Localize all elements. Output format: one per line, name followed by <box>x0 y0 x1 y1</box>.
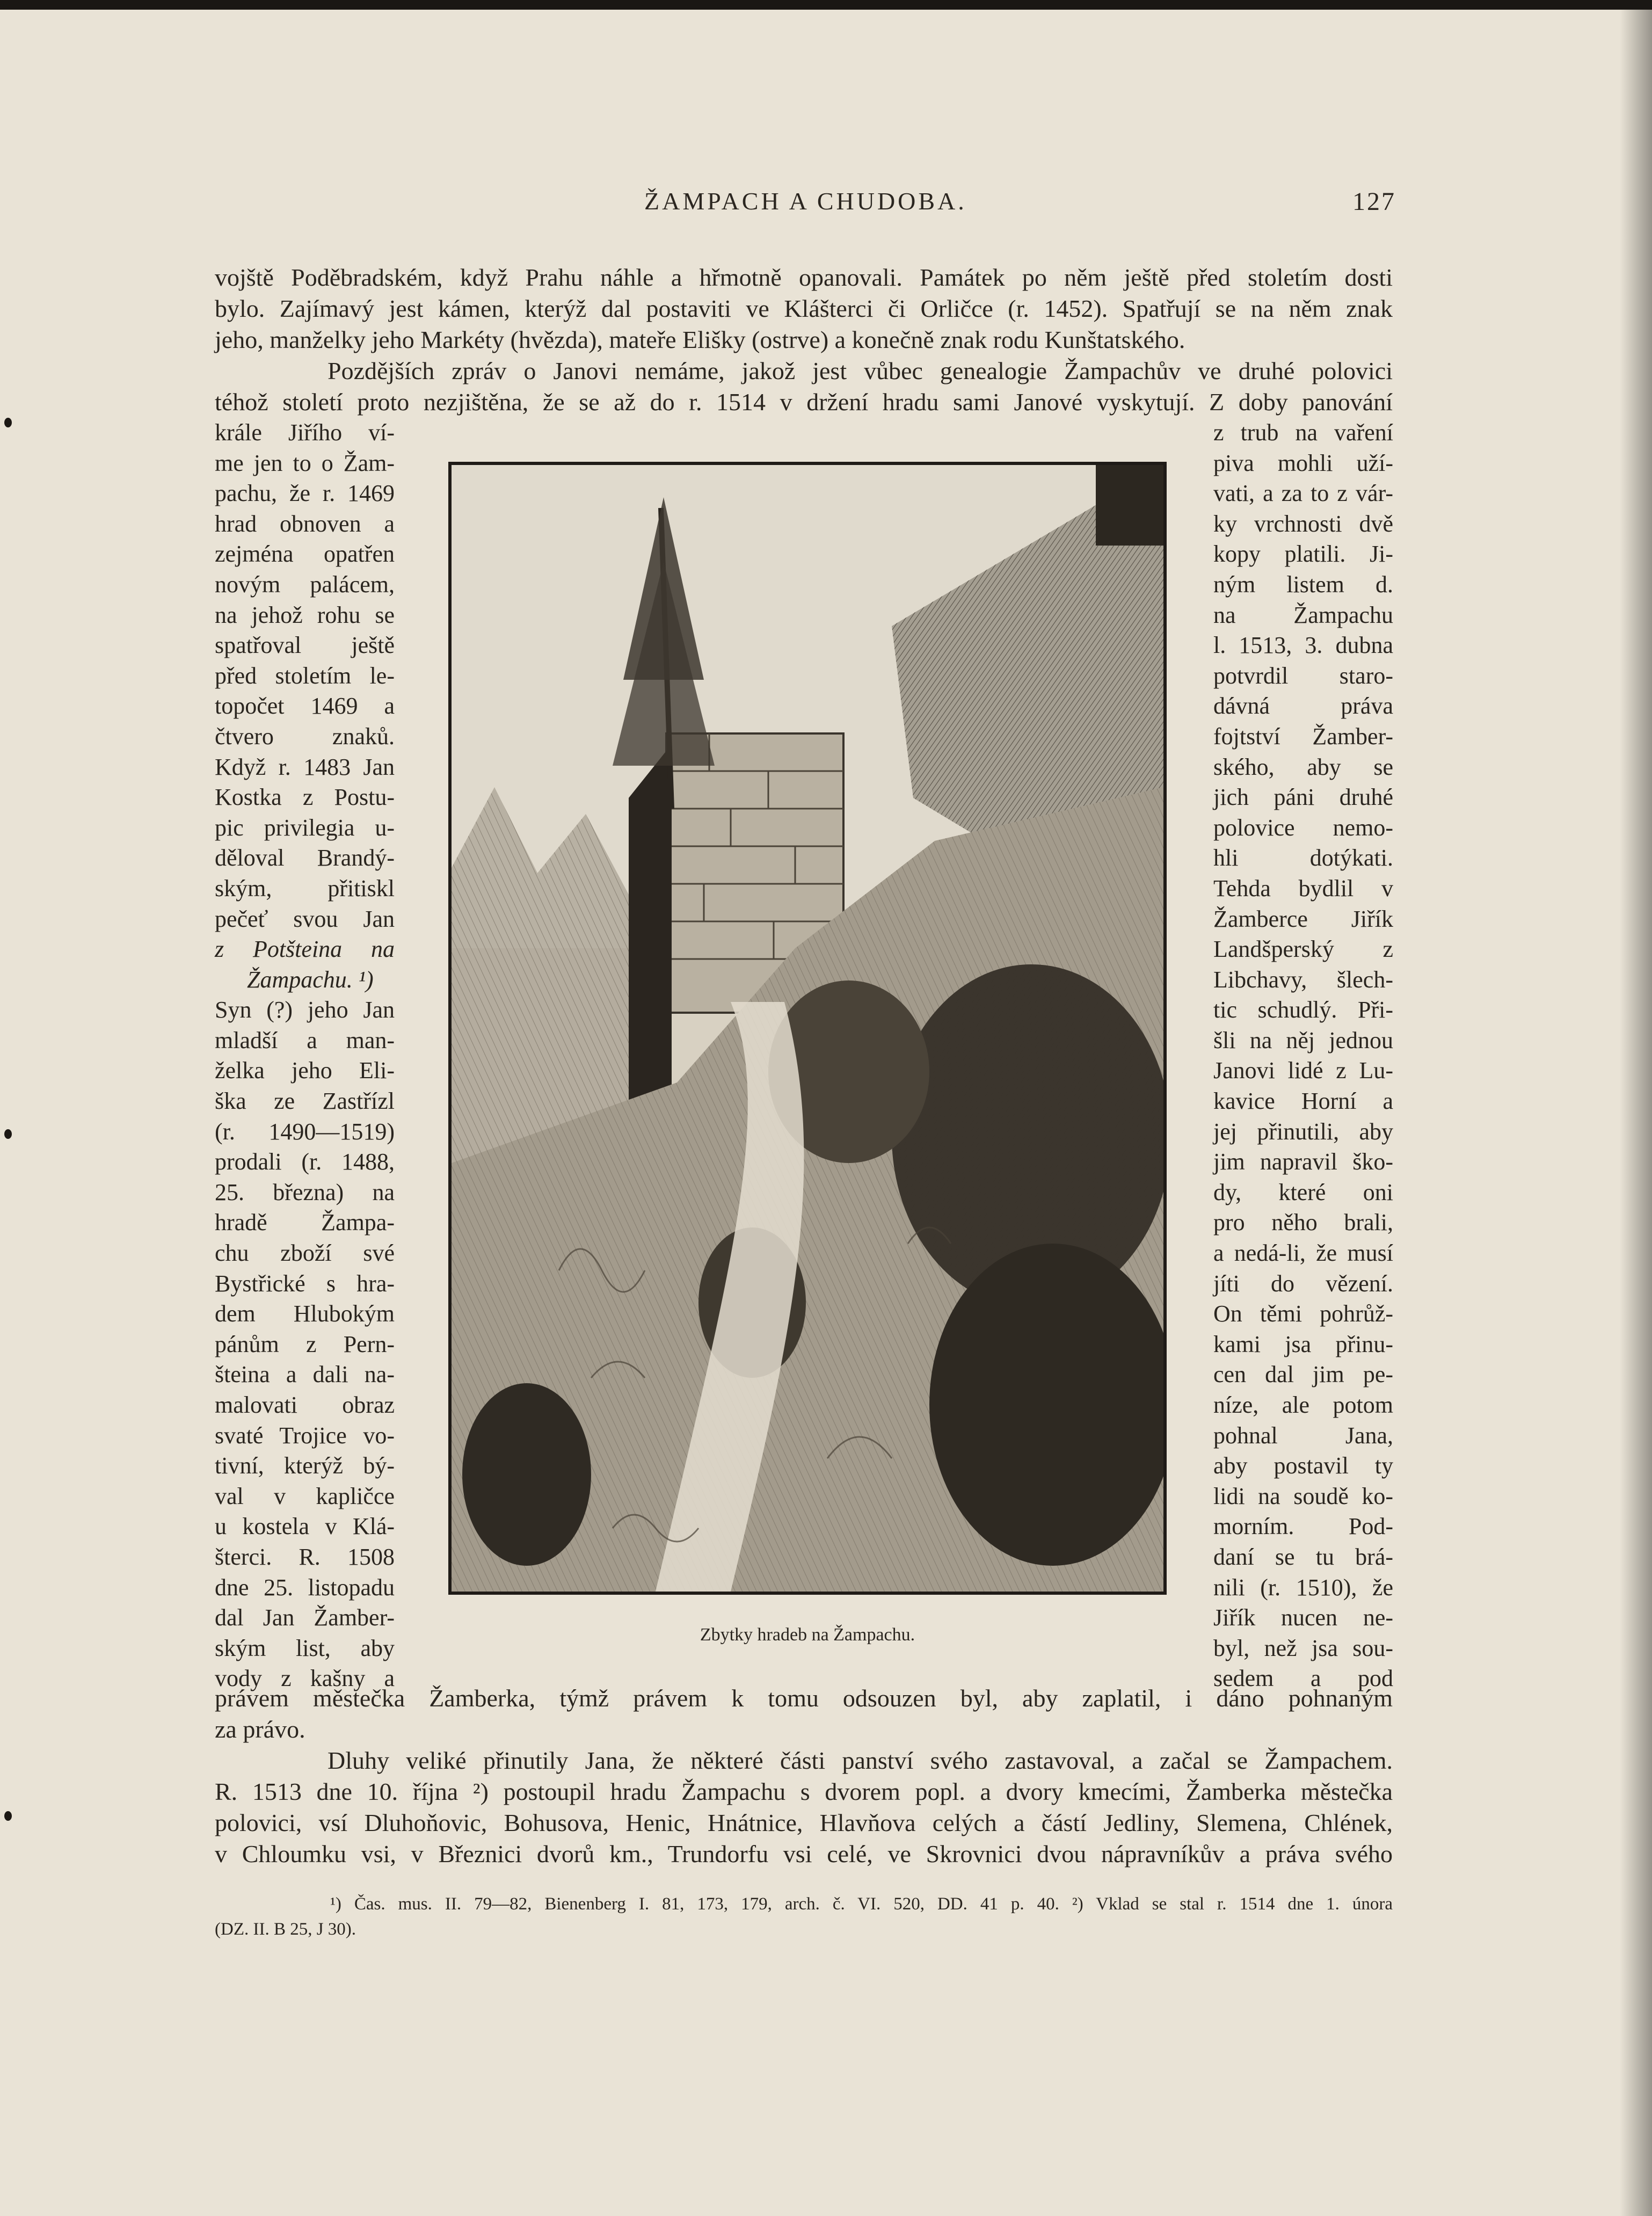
text-line: nili (r. 1510), že <box>1213 1574 1393 1601</box>
text-line: ským list, aby <box>215 1634 395 1661</box>
text-line: pánům z Pern- <box>215 1331 395 1357</box>
text-line: hli dotýkati. <box>1213 845 1393 871</box>
text-line: před stoletím le- <box>215 662 395 689</box>
text-line: byl, než jsa sou- <box>1213 1634 1393 1661</box>
text-line: 25. března) na <box>215 1179 395 1205</box>
left-text-column <box>215 418 395 1694</box>
text-line: val v kapličce <box>215 1483 395 1509</box>
text-line: chu zboží své <box>215 1240 395 1267</box>
text-line: v Chloumku vsi, v Březnici dvorů km., Trundorfu vsi celé, ve Skrovnici dvou nápravníkův a práva svého <box>215 1840 1393 1868</box>
text-line: kavice Horní a <box>1213 1088 1393 1115</box>
text-line: ška ze Zastřízl <box>215 1088 395 1115</box>
text-line: malovati obraz <box>215 1392 395 1418</box>
text-line: novým palácem, <box>215 571 395 598</box>
text-line: ky vrchnosti dvě <box>1213 510 1393 537</box>
text-line: jíti do vězení. <box>1213 1270 1393 1297</box>
text-line: pachu, že r. 1469 <box>215 480 395 507</box>
text-line: na jehož rohu se <box>215 601 395 628</box>
text-line: právem městečka Žamberka, týmž právem k tomu odsouzen byl, aby zaplatil, i dáno pohnaným <box>215 1684 1393 1712</box>
text-line: morním. Pod- <box>1213 1513 1393 1540</box>
text-line: Janovi lidé z Lu- <box>1213 1057 1393 1084</box>
margin-mark <box>4 1811 12 1821</box>
text-line: čtvero znaků. <box>215 723 395 750</box>
text-line: Syn (?) jeho Jan <box>215 997 395 1023</box>
text-line: Když r. 1483 Jan <box>215 753 395 780</box>
figure-caption: Zbytky hradeb na Žampachu. <box>700 1625 915 1645</box>
margin-mark <box>4 418 12 427</box>
text-line: (r. 1490—1519) <box>215 1118 395 1145</box>
text-line: děloval Brandý- <box>215 845 395 871</box>
text-line: u kostela v Klá- <box>215 1513 395 1540</box>
text-line: bylo. Zajímavý jest kámen, kterýž dal postaviti ve Klášterci či Orličce (r. 1452). Spatřují se na něm znak <box>215 295 1393 322</box>
text-line: na Žampachu <box>1213 601 1393 628</box>
text-line: polovice nemo- <box>1213 814 1393 841</box>
text-line: Landšperský z <box>1213 936 1393 963</box>
text-line: mladší a man- <box>215 1027 395 1053</box>
text-line: níze, ale potom <box>1213 1392 1393 1418</box>
text-line: ným listem d. <box>1213 571 1393 598</box>
text-line: Tehda bydlil v <box>1213 875 1393 902</box>
text-line: jej přinutili, aby <box>1213 1118 1393 1145</box>
text-line: vojště Poděbradském, když Prahu náhle a hřmotně opanovali. Památek po něm ještě před stoletím dosti <box>215 264 1393 291</box>
text-line: Bystřické s hra- <box>215 1270 395 1297</box>
text-line: aby postavil ty <box>1213 1452 1393 1479</box>
text-line: hrad obnoven a <box>215 510 395 537</box>
text-line: Pozdějších zpráv o Janovi nemáme, jakož jest vůbec genealogie Žampachův ve druhé polovici <box>328 357 1393 384</box>
text-line: sedem a pod <box>1213 1665 1393 1692</box>
text-line: šli na něj jednou <box>1213 1027 1393 1053</box>
text-line: Libchavy, šlech- <box>1213 966 1393 993</box>
text-line: za právo. <box>215 1716 305 1743</box>
text-line: jich páni druhé <box>1213 784 1393 811</box>
text-line: svaté Trojice vo- <box>215 1422 395 1449</box>
running-title: ŽAMPACH A CHUDOBA. <box>644 187 967 215</box>
text-line: Kostka z Postu- <box>215 784 395 811</box>
right-text-column <box>1213 418 1393 1694</box>
text-line: kopy platili. Ji- <box>1213 541 1393 568</box>
text-line: fojtství Žamber- <box>1213 723 1393 750</box>
text-line: spatřoval ještě <box>215 632 395 659</box>
castle-ruins-engraving <box>448 462 1167 1595</box>
text-line: ského, aby se <box>1213 753 1393 780</box>
text-line: potvrdil staro- <box>1213 662 1393 689</box>
text-line: Žampachu. ¹) <box>247 966 374 993</box>
text-line: dem Hlubokým <box>215 1300 395 1327</box>
text-line: piva mohli uží- <box>1213 449 1393 476</box>
text-line: téhož století proto nezjištěna, že se až do r. 1514 v držení hradu sami Janové vyskytují. Z doby panování <box>215 388 1393 416</box>
text-line: pic privilegia u- <box>215 814 395 841</box>
text-line: vati, a za to z vár- <box>1213 480 1393 507</box>
text-line: z trub na vaření <box>1213 419 1393 446</box>
page-header <box>215 187 1396 230</box>
text-line: tic schudlý. Při- <box>1213 997 1393 1023</box>
text-line: dal Jan Žamber- <box>215 1604 395 1631</box>
footnote-line: (DZ. II. B 25, J 30). <box>215 1920 356 1939</box>
text-line: me jen to o Žam- <box>215 449 395 476</box>
text-line: krále Jiřího ví- <box>215 419 395 446</box>
text-line: l. 1513, 3. dubna <box>1213 632 1393 659</box>
margin-mark <box>4 1129 12 1139</box>
text-line: šteina a dali na- <box>215 1361 395 1388</box>
book-page <box>0 10 1652 2216</box>
text-line: dne 25. listopadu <box>215 1574 395 1601</box>
text-line: tivní, kterýž bý- <box>215 1452 395 1479</box>
text-line: cen dal jim pe- <box>1213 1361 1393 1388</box>
text-line: pro něho brali, <box>1213 1209 1393 1236</box>
text-line: a nedá-li, že musí <box>1213 1240 1393 1267</box>
text-line: Jiřík nucen ne- <box>1213 1604 1393 1631</box>
text-line: polovici, vsí Dluhoňovic, Bohusova, Henic, Hnátnice, Hlavňova celých a částí Jedliny, Slemena, Chlének, <box>215 1809 1393 1836</box>
text-line: daní se tu brá- <box>1213 1543 1393 1570</box>
text-line: Žamberce Jiřík <box>1213 905 1393 932</box>
text-line: lidi na soudě ko- <box>1213 1483 1393 1509</box>
engraving-illustration <box>452 465 1163 1592</box>
text-line: vody z kašny a <box>215 1665 395 1692</box>
text-line: hradě Žampa- <box>215 1209 395 1236</box>
text-line: pohnal Jana, <box>1213 1422 1393 1449</box>
text-line: pečeť svou Jan <box>215 905 395 932</box>
footnote-line: ¹) Čas. mus. II. 79—82, Bienenberg I. 81, 173, 179, arch. č. VI. 520, DD. 41 p. 40. ²) Vklad se stal r. 1514 dne 1. února <box>330 1894 1393 1914</box>
text-line: topočet 1469 a <box>215 693 395 720</box>
text-line: ským, přitiskl <box>215 875 395 902</box>
text-line: jim napravil ško- <box>1213 1149 1393 1175</box>
text-line: R. 1513 dne 10. října ²) postoupil hradu Žampachu s dvorem popl. a dvory kmecími, Žamberka městečka <box>215 1778 1393 1805</box>
text-line: želka jeho Eli- <box>215 1057 395 1084</box>
text-line: dy, které oni <box>1213 1179 1393 1205</box>
text-line: dávná práva <box>1213 693 1393 720</box>
text-line: šterci. R. 1508 <box>215 1543 395 1570</box>
page-number: 127 <box>1352 187 1396 216</box>
text-line: zejména opatřen <box>215 541 395 568</box>
text-line: kami jsa přinu- <box>1213 1331 1393 1357</box>
text-line: prodali (r. 1488, <box>215 1149 395 1175</box>
text-line: jeho, manželky jeho Markéty (hvězda), mateře Elišky (ostrve) a konečně znak rodu Kunštatského. <box>215 326 1185 353</box>
text-line: z Potšteina na <box>215 936 395 963</box>
text-line: On těmi pohrůž- <box>1213 1300 1393 1327</box>
text-line: Dluhy veliké přinutily Jana, že některé části panství svého zastavoval, a začal se Žampachem. <box>328 1747 1393 1774</box>
